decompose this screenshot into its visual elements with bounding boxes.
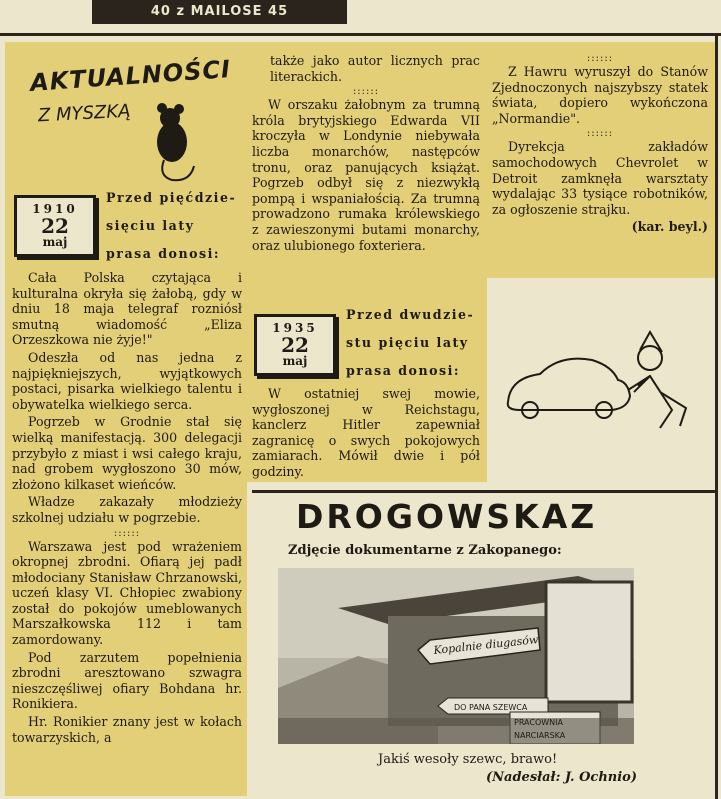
column-2 (252, 53, 480, 255)
paragraph: Warszawa jest pod wrażeniem okropnej zbrodni. Ofiarą jej padł młodociany Stanisław Chrzanowski, uczeń klasy VI. Chłopiec zwabiony został do pokojów umeblowanych Marszałkowska 112 i tam zamordowany. (12, 538, 242, 648)
zakopane-photo (278, 568, 634, 744)
logo-subtitle: Z MYSZKĄ (37, 100, 131, 127)
masthead: 40 z MAILOSE 45 (92, 0, 347, 24)
date-year: 1910 (32, 202, 78, 216)
lead-1910 (106, 184, 246, 268)
paragraph: Z Hawru wyruszył do Stanów Zjednoczonych najszybszy statek świata, dopiero wykończona „Normandie". (492, 64, 708, 126)
lead-line: prasa donosi: (346, 363, 461, 378)
sign-text: NARCIARSKA (514, 731, 566, 740)
top-rule (0, 33, 721, 36)
lead-line: sięciu laty (106, 218, 195, 233)
photo-credit: (Nadesłał: J. Ochnio) (486, 770, 637, 785)
separator: :::::: (586, 53, 614, 64)
sign-text: Kopalnie diugasów (432, 633, 539, 657)
paragraph: W ostatniej swej mowie, wygłoszonej w Reichstagu, kanclerz Hitler zapewniał zagranicę o swych pokojowych zamiarach. Mówił dwie i pół godziny. (252, 386, 480, 479)
date-year: 1935 (272, 321, 318, 335)
paragraph: Pogrzeb w Grodnie stał się wielką manifestacją. 300 delegacji przybyło z miast i wsi całego kraju, nad grobem wygłoszono 30 mów, złożono kilkaset wieńców. (12, 414, 242, 492)
date-day: 22 (41, 214, 69, 238)
paragraph: Odeszła od nas jedna z najpiękniejszych, wyjątkowych postaci, pisarka wielkiego talentu i obywatelka wielkiego serca. (12, 349, 242, 412)
date-month: maj (282, 354, 308, 368)
section-title: DROGOWSKAZ (296, 497, 598, 536)
cartoon-car-illustration (500, 330, 705, 440)
sign-text: PRACOWNIA (514, 718, 563, 727)
paragraph-continuation: także jako autor licznych prac literackich. (270, 53, 480, 84)
column-1 (12, 270, 242, 747)
paragraph: Dyrekcja zakładów samochodowych Chevrolet w Detroit zamknęła warsztaty wydalając 33 tysiące robotników, za ogłoszenie strajku. (492, 139, 708, 217)
lead-1935 (346, 301, 484, 385)
date-month: maj (42, 235, 68, 249)
lead-line: Przed pięćdzie- (106, 190, 237, 205)
photo-subtitle: Zdjęcie dokumentarne z Zakopanego: (288, 543, 562, 558)
separator: :::::: (113, 527, 141, 539)
column-3 (492, 53, 708, 237)
sign-text: DO PANA SZEWCA (454, 703, 528, 712)
paragraph: Hr. Ronikier znany jest w kołach towarzyskich, a (12, 714, 242, 745)
paragraph: Cała Polska czytająca i kulturalna okryła się żałobą, gdy w dniu 18 maja telegraf rozniósł smutną wiadomość „Eliza Orzeszkowa nie żyje!" (12, 270, 242, 348)
right-edge (715, 33, 718, 799)
signature: (kar. beyl.) (631, 219, 708, 235)
logo-title: AKTUALNOŚCI (29, 55, 232, 97)
paragraph: Pod zarzutem popełnienia zbrodni aresztowano szwagra nieszczęśliwej ofiary Bohdana hr. Ronikiera. (12, 649, 242, 712)
photo-caption: Jakiś wesoły szewc, brawo! (378, 752, 558, 767)
paragraph: W orszaku żałobnym za trumną króla brytyjskiego Edwarda VII kroczyła w Londynie niebywała liczba monarchów, następców tronu, oraz panujących książąt. Pogrzeb odbył się z niezwykłą pompą i wspaniałością. Za trumną prowadzono rumaka królewskiego z zawieszonymi butami monarchy, oraz ulubionego foxteriera. (252, 97, 480, 253)
separator: :::::: (586, 128, 614, 140)
lead-line: stu pięciu laty (346, 335, 469, 350)
story-1935-body (252, 386, 480, 482)
date-day: 22 (281, 333, 309, 357)
date-box-1935 (254, 314, 336, 376)
separator: :::::: (352, 86, 380, 98)
section-rule (252, 490, 715, 493)
mouse-icon (150, 102, 200, 186)
date-box-1910 (14, 195, 96, 257)
lead-line: prasa donosi: (106, 246, 221, 261)
paragraph: Władze zakazały młodzieży szkolnej udziału w pogrzebie. (12, 494, 242, 525)
lead-line: Przed dwudzie- (346, 307, 475, 322)
